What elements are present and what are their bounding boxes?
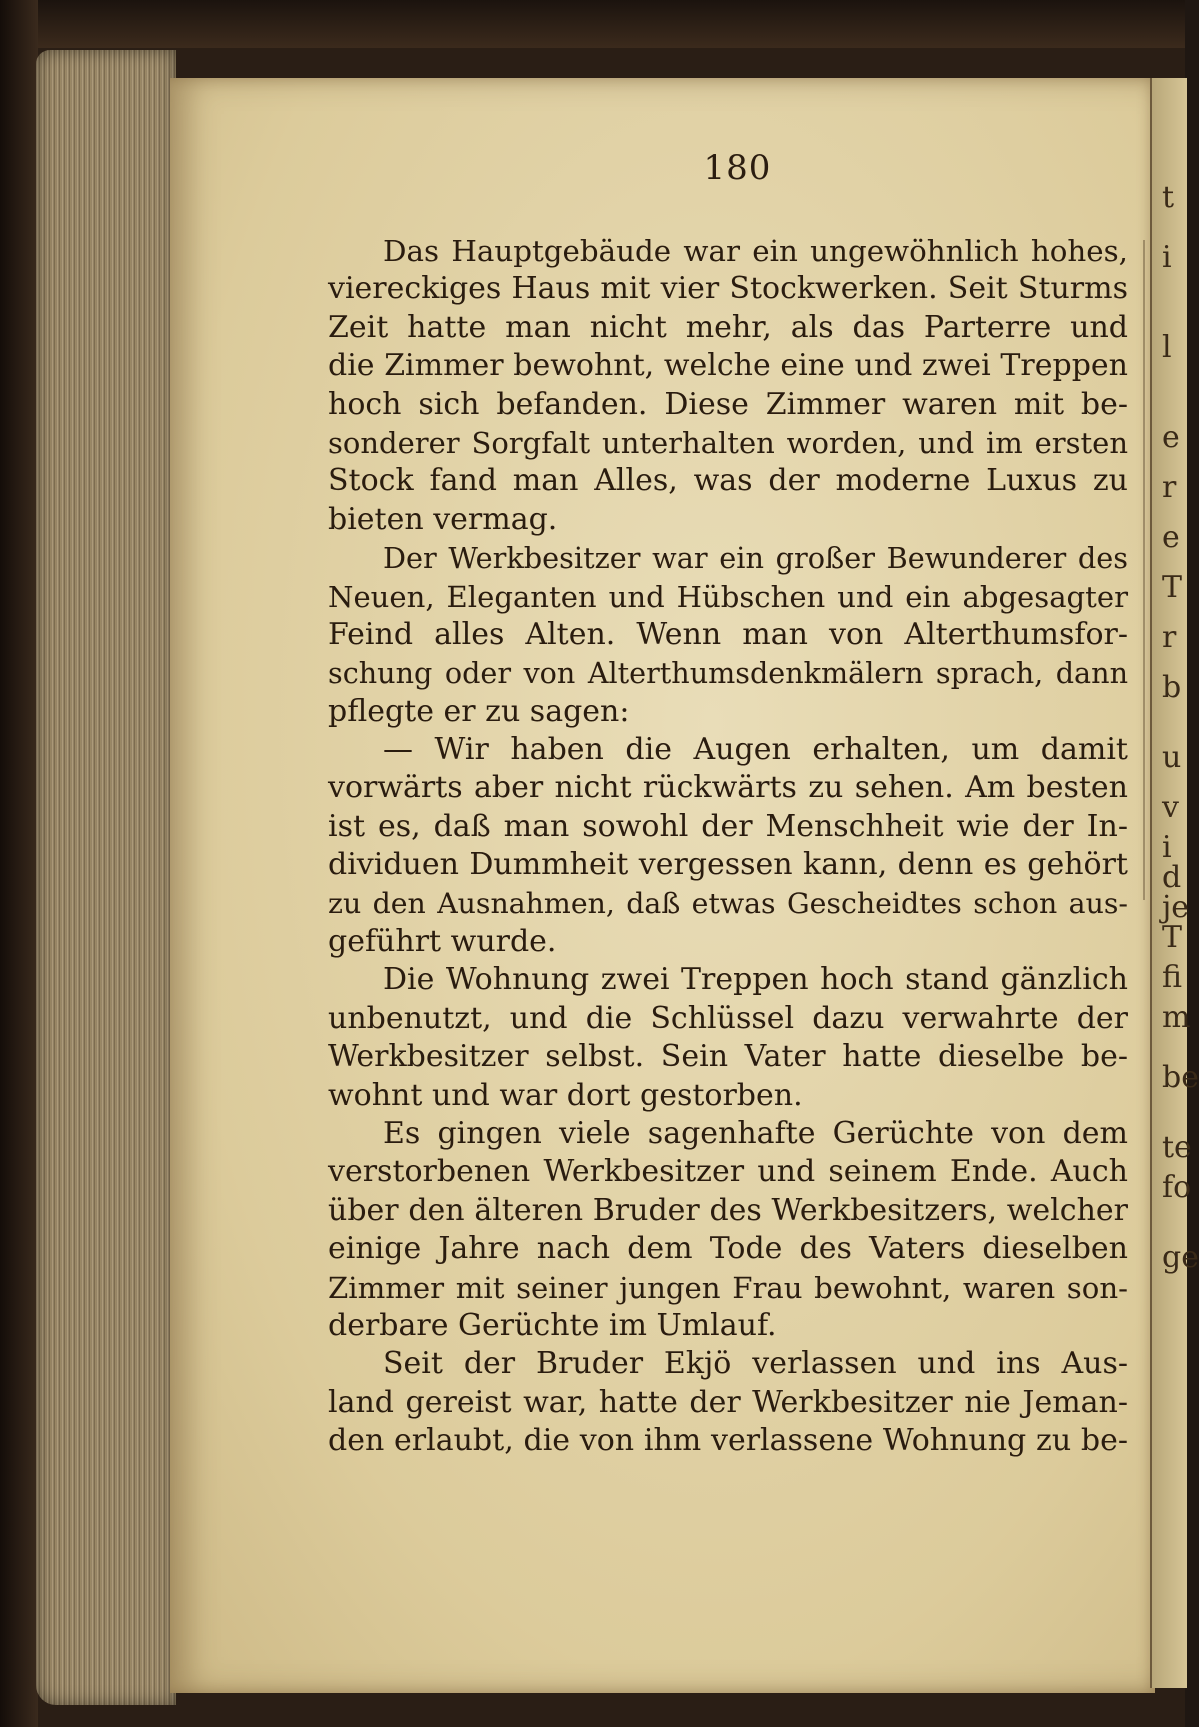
text-line: den erlaubt, die von ihm verlassene Wohnung zu be- (328, 1423, 1128, 1459)
next-page-fragment: fo (1162, 1170, 1192, 1205)
next-page-fragment: m (1162, 1000, 1191, 1035)
text-line: einige Jahre nach dem Tode des Vaters dieselben (328, 1231, 1128, 1267)
next-page-fragment: fi (1162, 960, 1183, 995)
next-page-edge (1150, 78, 1199, 1688)
book-cover-top (0, 0, 1185, 48)
next-page-fragment: e (1162, 520, 1180, 555)
next-page-fragment: t (1162, 180, 1175, 215)
text-line: Es gingen viele sagenhafte Gerüchte von dem (383, 1115, 1128, 1151)
page-gutter-line (1143, 240, 1145, 900)
text-line: Der Werkbesitzer war ein großer Bewunderer des (383, 541, 1128, 576)
text-line: Stock fand man Alles, was der moderne Luxus zu (328, 463, 1128, 499)
text-line: Neuen, Eleganten und Hübschen und ein abgesagter (328, 579, 1128, 614)
next-page-fragment: u (1162, 740, 1182, 775)
next-page-fragment: te (1162, 1130, 1192, 1165)
next-page-fragment: be (1162, 1060, 1199, 1095)
text-line: Zeit hatte man nicht mehr, als das Parterre und (328, 309, 1128, 345)
text-line: die Zimmer bewohnt, welche eine und zwei Treppen (328, 348, 1128, 384)
page-number (0, 148, 1185, 188)
next-page-fragment: i (1162, 830, 1172, 865)
next-page-fragment: T (1162, 920, 1183, 955)
text-line: schung oder von Alterthumsdenkmälern sprach, dann (328, 656, 1128, 691)
next-page-fragment: T (1162, 570, 1183, 605)
text-line: hoch sich befanden. Diese Zimmer waren mit be- (328, 386, 1128, 422)
body-text (328, 232, 1128, 1461)
next-page-fragment: e (1162, 420, 1180, 455)
text-line: über den älteren Bruder des Werkbesitzers, welcher (328, 1192, 1128, 1228)
text-line: wohnt und war dort gestorben. (328, 1077, 803, 1113)
next-page-fragment: r (1162, 470, 1177, 505)
next-page-fragment: i (1162, 240, 1172, 275)
next-page-fragment: d (1162, 860, 1182, 895)
text-line: — Wir haben die Augen erhalten, um damit (383, 732, 1128, 768)
next-page-fragment: ge (1162, 1240, 1199, 1275)
text-line: vorwärts aber nicht rückwärts zu sehen. Am besten (328, 770, 1128, 806)
next-page-fragment: l (1162, 330, 1172, 365)
text-line: Das Hauptgebäude war ein ungewöhnlich hohes, (383, 234, 1128, 268)
text-line: land gereist war, hatte der Werkbesitzer nie Jeman- (328, 1384, 1128, 1420)
text-line: Zimmer mit seiner jungen Frau bewohnt, waren son- (328, 1270, 1128, 1305)
text-line: dividuen Dummheit vergessen kann, denn es gehört (328, 847, 1128, 883)
text-line: ist es, daß man sowohl der Menschheit wie der In- (328, 808, 1128, 844)
next-page-fragment: r (1162, 620, 1177, 655)
book-spine (0, 0, 38, 1727)
next-page-fragment: je (1162, 890, 1190, 925)
text-line: geführt wurde. (328, 924, 557, 960)
text-line: pflegte er zu sagen: (328, 693, 630, 729)
text-line: Die Wohnung zwei Treppen hoch stand gänzlich (383, 962, 1128, 998)
next-page-fragment: v (1162, 790, 1179, 825)
next-page-fragment: b (1162, 670, 1182, 705)
text-line: zu den Ausnahmen, daß etwas Gescheidtes schon aus- (328, 886, 1128, 920)
text-line: derbare Gerüchte im Umlauf. (328, 1307, 777, 1343)
text-line: sonderer Sorgfalt unterhalten worden, und im ersten (328, 425, 1128, 460)
text-line: Feind alles Alten. Wenn man von Alterthumsfor- (328, 616, 1128, 652)
page-edges (36, 50, 176, 1705)
text-line: verstorbenen Werkbesitzer und seinem Ende. Auch (328, 1154, 1128, 1190)
text-line: Seit der Bruder Ekjö verlassen und ins Aus- (383, 1346, 1128, 1382)
text-line: unbenutzt, und die Schlüssel dazu verwahrte der (328, 1000, 1128, 1036)
text-line: viereckiges Haus mit vier Stockwerken. Seit Sturms (328, 271, 1128, 307)
text-line: Werkbesitzer selbst. Sein Vater hatte dieselbe be- (328, 1039, 1128, 1075)
page-number-text: 180 (703, 148, 772, 188)
text-line: bieten vermag. (328, 501, 558, 537)
